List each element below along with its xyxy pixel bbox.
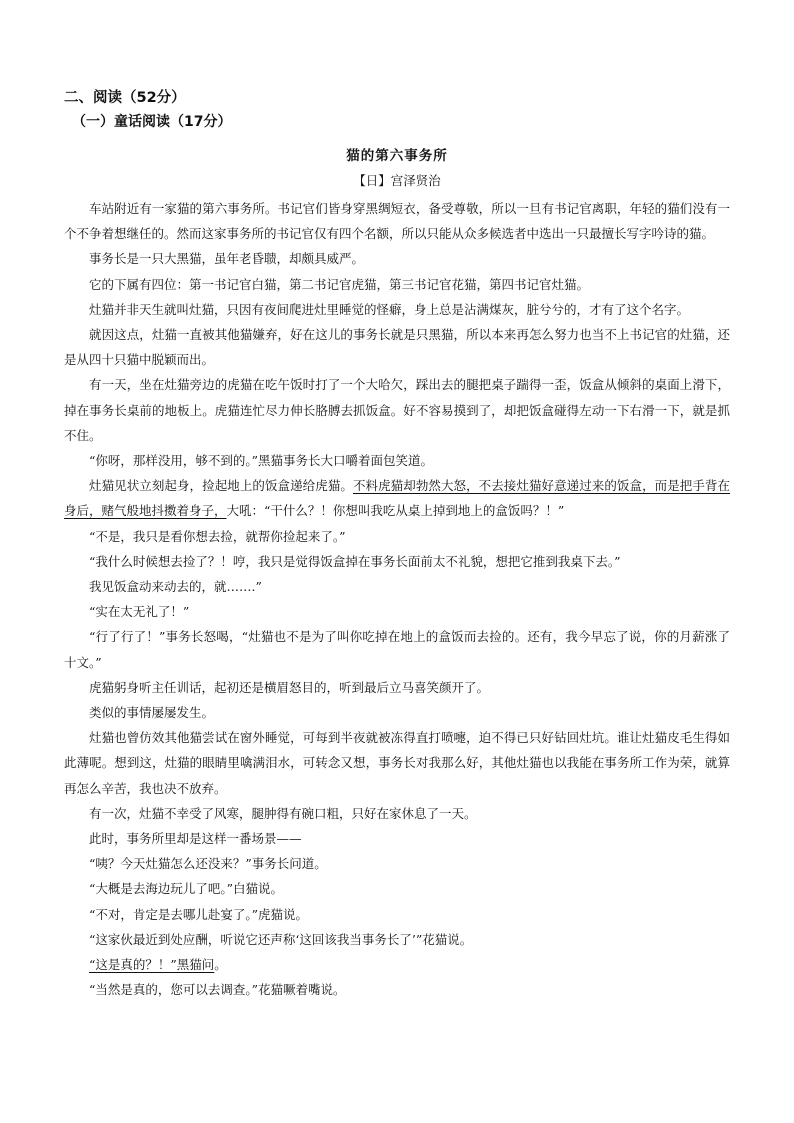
- paragraph-underlined-sentence: [64, 473, 730, 523]
- paragraph: “实在太无礼了！”: [89, 604, 190, 620]
- paragraph: “大概是去海边玩儿了吧。”白猫说。: [89, 881, 284, 897]
- paragraph: 虎猫躬身听主任训话，起初还是横眉怒目的，听到最后立马喜笑颜开了。: [89, 679, 490, 695]
- paragraph: “咦？今天灶猫怎么还没来？”事务长问道。: [89, 856, 327, 872]
- plain-text: 大吼：“干什么？！你想叫我吃从桌上掉到地上的盒饭吗？！”: [226, 503, 565, 519]
- paragraph: 事务长是一只大黑猫，虽年老昏聩，却颇具威严。: [89, 251, 365, 267]
- paragraph: 车站附近有一家猫的第六事务所。书记官们皆身穿黑绸短衣，备受尊敬，所以一旦有书记官离职，年轻的猫们没有一个不争着想继任的。然而这家事务所的书记官仅有四个名额，所以只能从众多候选者中选出一只最擅长写字吟诗的猫。: [64, 201, 730, 242]
- paragraph: 此时，事务所里却是这样一番场景——: [89, 831, 302, 847]
- paragraph: “不是，我只是看你想去捡，就帮你捡起来了。”: [89, 528, 346, 544]
- story-body: [64, 196, 730, 1003]
- paragraph: “这家伙最近到处应酬，听说它还声称‘这回该我当事务长了’”花猫说。: [89, 931, 473, 947]
- paragraph: 灶猫并非天生就叫灶猫，只因有夜间爬进灶里睡觉的怪癖，身上总是沾满煤灰，脏兮兮的，才有了这个名字。: [89, 301, 690, 317]
- paragraph: “我什么时候想去捡了？！哼，我只是觉得饭盒掉在事务长面前太不礼貌，想把它推到我桌下去。”: [89, 553, 621, 569]
- paragraph: 就因这点，灶猫一直被其他猫嫌弃，好在这儿的事务长就是只黑猫，所以本来再怎么努力也当不上书记官的灶猫，还是从四十只猫中脱颖而出。: [64, 327, 730, 368]
- paragraph: 有一次，灶猫不幸受了风寒，腿肿得有碗口粗，只好在家休息了一天。: [89, 805, 477, 821]
- subsection-title: （一）童话阅读（17分）: [72, 114, 232, 130]
- paragraph: “不对，肯定是去哪儿赴宴了。”虎猫说。: [89, 906, 309, 922]
- plain-text: 灶猫见状立刻起身，捡起地上的饭盒递给虎猫。: [89, 478, 353, 494]
- paragraph: 它的下属有四位：第一书记官白猫，第二书记官虎猫，第三书记官花猫，第四书记官灶猫。: [89, 276, 590, 292]
- plain-text: 。: [214, 957, 227, 973]
- paragraph-underlined-question: [64, 952, 730, 977]
- story-title: 猫的第六事务所: [346, 148, 448, 164]
- story-author: 【日】宫泽贤治: [353, 173, 441, 188]
- paragraph: 有一天，坐在灶猫旁边的虎猫在吃午饭时打了一个大哈欠，踩出去的腿把桌子踹得一歪，饭盒从倾斜的桌面上滑下，掉在事务长桌前的地板上。虎猫连忙尽力伸长胳膊去抓饭盒。好不容易摸到了，却把饭盒碰得左动一下右滑一下，就是抓不住。: [64, 377, 730, 443]
- paragraph: 类似的事情屡屡发生。: [89, 705, 215, 721]
- paragraph: 灶猫也曾仿效其他猫尝试在窗外睡觉，可每到半夜就被冻得直打喷嚏，迫不得已只好钻回灶坑。谁让灶猫皮毛生得如此薄呢。想到这，灶猫的眼睛里噙满泪水，可转念又想，事务长对我那么好，其他灶猫也以我能在事务所工作为荣，就算再怎么辛苦，我也决不放弃。: [64, 730, 730, 796]
- paragraph: “你呀，那样没用，够不到的。”黑猫事务长大口嚼着面包笑道。: [89, 453, 434, 469]
- paragraph: “当然是真的，您可以去调查。”花猫噘着嘴说。: [89, 982, 346, 998]
- underlined-sentence: 不料虎猫却勃然大怒，不去接灶猫好意递过来的饭盒，而是把手背在身后，赌气般地抖擞着身子，: [64, 478, 730, 519]
- section-title: 二、阅读（52分）: [64, 90, 186, 106]
- paragraph: “行了行了！”事务长怒喝，“灶猫也不是为了叫你吃掉在地上的盒饭而去捡的。还有，我今早忘了说，你的月薪涨了十文。”: [64, 629, 730, 670]
- exam-page: [64, 88, 730, 1003]
- underlined-sentence: “这是真的？！”黑猫问: [89, 957, 215, 973]
- paragraph: 我见饭盒动来动去的，就…….”: [89, 579, 262, 595]
